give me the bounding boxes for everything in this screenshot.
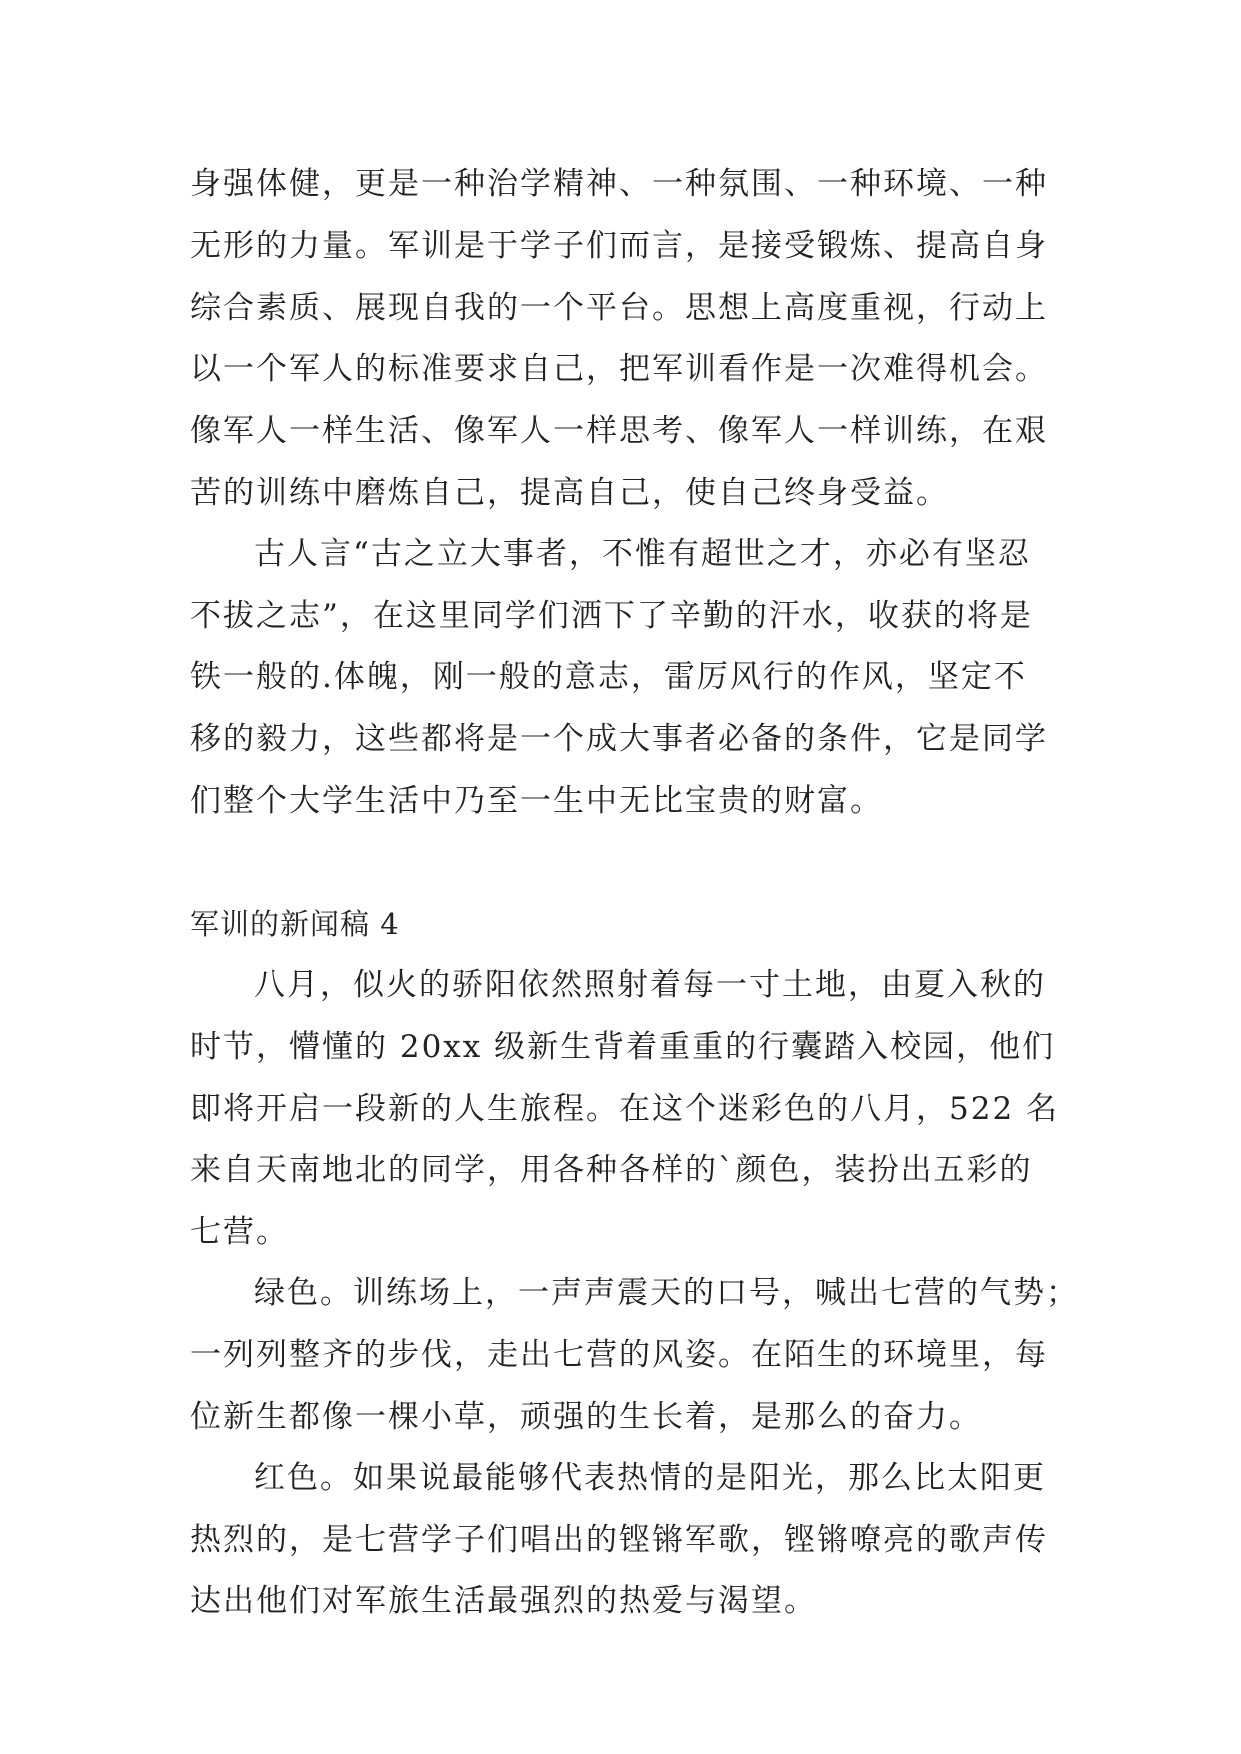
section-heading: 军训的新闻稿 4 [190, 907, 400, 941]
paragraph-line: 像军人一样生活、像军人一样思考、像军人一样训练，在艰 [190, 413, 1048, 449]
paragraph-line: 红色。如果说最能够代表热情的是阳光，那么比太阳更 [254, 1460, 1046, 1496]
paragraph-line: 苦的训练中磨炼自己，提高自己，使自己终身受益。 [190, 475, 949, 511]
paragraph-line: 移的毅力，这些都将是一个成大事者必备的条件，它是同学 [190, 721, 1048, 757]
paragraph-line: 绿色。训练场上，一声声震天的口号，喊出七营的气势； [254, 1275, 1079, 1311]
paragraph-line: 无形的力量。军训是于学子们而言，是接受锻炼、提高自身 [190, 228, 1048, 264]
paragraph-line: 即将开启一段新的人生旅程。在这个迷彩色的八月，522 名 [190, 1091, 1060, 1127]
paragraph-line: 位新生都像一棵小草，顽强的生长着，是那么的奋力。 [190, 1399, 982, 1435]
paragraph-line: 不拔之志”，在这里同学们洒下了辛勤的汗水，收获的将是 [190, 598, 1033, 634]
paragraph-line: 古人言“古之立大事者，不惟有超世之才，亦必有坚忍 [254, 536, 1031, 572]
paragraph-line: 综合素质、展现自我的一个平台。思想上高度重视，行动上 [190, 290, 1048, 326]
paragraph-line: 达出他们对军旅生活最强烈的热爱与渴望。 [190, 1583, 817, 1619]
paragraph-line: 一列列整齐的步伐，走出七营的风姿。在陌生的环境里，每 [190, 1337, 1048, 1373]
paragraph-line: 以一个军人的标准要求自己，把军训看作是一次难得机会。 [190, 351, 1048, 387]
paragraph-line: 热烈的，是七营学子们唱出的铿锵军歌，铿锵嘹亮的歌声传 [190, 1522, 1048, 1558]
paragraph-line: 们整个大学生活中乃至一生中无比宝贵的财富。 [190, 783, 883, 819]
paragraph-line: 七营。 [190, 1214, 289, 1250]
paragraph-line: 八月，似火的骄阳依然照射着每一寸土地，由夏入秋的 [254, 967, 1046, 1003]
paragraph-line: 时节，懵懂的 20xx 级新生背着重重的行囊踏入校园，他们 [190, 1029, 1056, 1065]
paragraph-line: 来自天南地北的同学，用各种各样的`颜色，装扮出五彩的 [190, 1152, 1033, 1188]
paragraph-line: 身强体健，更是一种治学精神、一种氛围、一种环境、一种 [190, 166, 1048, 202]
paragraph-line: 铁一般的.体魄，刚一般的意志，雷厉风行的作风，坚定不 [190, 659, 1027, 695]
